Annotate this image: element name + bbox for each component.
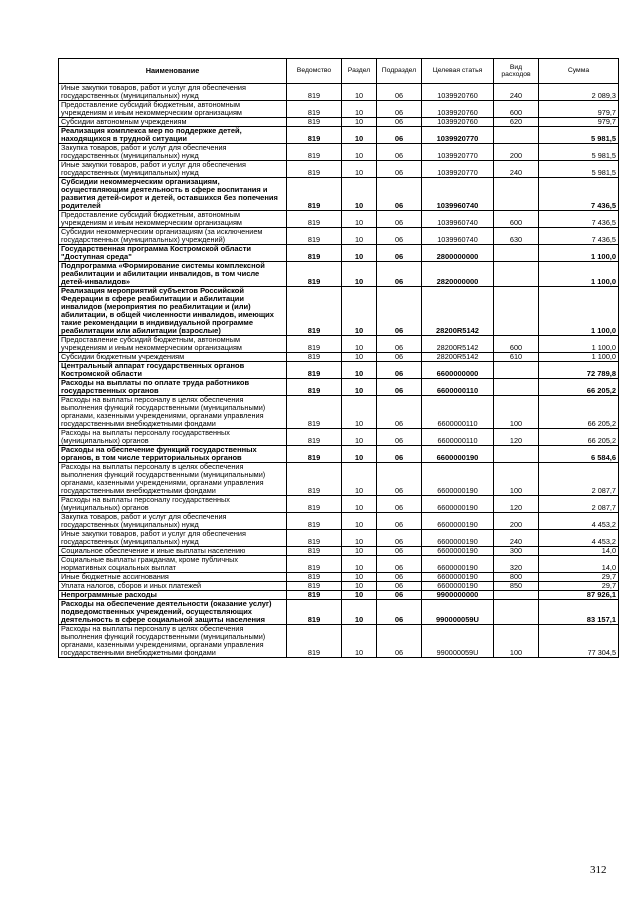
header-type: Вид расходов xyxy=(494,59,539,84)
table-row xyxy=(59,446,619,463)
cell-target: 6600000190 xyxy=(422,556,494,573)
cell-dept: 819 xyxy=(287,573,342,582)
cell-name: Расходы на выплаты персоналу в целях обеспечения выполнения функций государственными (муниципальными) органами, казенными учреждениями, органами управления государственными внебюджетными фондами xyxy=(59,625,287,658)
cell-section: 10 xyxy=(342,245,377,262)
table-row xyxy=(59,336,619,353)
cell-name: Закупка товаров, работ и услуг для обеспечения государственных (муниципальных) нужд xyxy=(59,144,287,161)
cell-subsection: 06 xyxy=(377,556,422,573)
cell-section: 10 xyxy=(342,127,377,144)
cell-subsection: 06 xyxy=(377,591,422,600)
cell-type xyxy=(494,379,539,396)
cell-target: 6600000190 xyxy=(422,582,494,591)
cell-sum: 1 100,0 xyxy=(539,336,619,353)
table-row xyxy=(59,178,619,211)
cell-sum: 5 981,5 xyxy=(539,161,619,178)
cell-type: 200 xyxy=(494,144,539,161)
cell-subsection: 06 xyxy=(377,127,422,144)
cell-name: Расходы на выплаты персоналу в целях обеспечения выполнения функций государственными (муниципальными) органами, казенными учреждениями, органами управления государственными внебюджетными фондами xyxy=(59,396,287,429)
cell-sum: 14,0 xyxy=(539,556,619,573)
cell-name: Непрограммные расходы xyxy=(59,591,287,600)
cell-target: 990000059U xyxy=(422,625,494,658)
cell-name: Расходы на обеспечение деятельности (оказание услуг) подведомственных учреждений, осуществляющих деятельность в сфере социальной защиты населения xyxy=(59,600,287,625)
cell-name: Социальные выплаты гражданам, кроме публичных нормативных социальных выплат xyxy=(59,556,287,573)
table-header-row xyxy=(59,59,619,84)
cell-type: 600 xyxy=(494,101,539,118)
cell-target: 6600000190 xyxy=(422,496,494,513)
cell-target: 6600000110 xyxy=(422,379,494,396)
cell-type xyxy=(494,127,539,144)
cell-target: 6600000110 xyxy=(422,396,494,429)
cell-type xyxy=(494,362,539,379)
cell-section: 10 xyxy=(342,463,377,496)
table-row xyxy=(59,228,619,245)
table-row xyxy=(59,513,619,530)
cell-section: 10 xyxy=(342,178,377,211)
cell-sum: 1 100,0 xyxy=(539,353,619,362)
cell-section: 10 xyxy=(342,287,377,336)
cell-dept: 819 xyxy=(287,228,342,245)
cell-type: 620 xyxy=(494,118,539,127)
table-row xyxy=(59,287,619,336)
cell-type: 300 xyxy=(494,547,539,556)
cell-type xyxy=(494,287,539,336)
cell-name: Уплата налогов, сборов и иных платежей xyxy=(59,582,287,591)
cell-sum: 72 789,8 xyxy=(539,362,619,379)
cell-dept: 819 xyxy=(287,211,342,228)
cell-target: 1039960740 xyxy=(422,178,494,211)
cell-type: 240 xyxy=(494,84,539,101)
cell-subsection: 06 xyxy=(377,245,422,262)
cell-target: 990000059U xyxy=(422,600,494,625)
table-row xyxy=(59,600,619,625)
cell-target: 1039960740 xyxy=(422,228,494,245)
cell-sum: 5 981,5 xyxy=(539,127,619,144)
cell-subsection: 06 xyxy=(377,429,422,446)
cell-dept: 819 xyxy=(287,336,342,353)
header-target: Целевая статья xyxy=(422,59,494,84)
cell-subsection: 06 xyxy=(377,118,422,127)
cell-section: 10 xyxy=(342,496,377,513)
cell-sum: 77 304,5 xyxy=(539,625,619,658)
cell-target: 2820000000 xyxy=(422,262,494,287)
cell-sum: 7 436,5 xyxy=(539,228,619,245)
cell-subsection: 06 xyxy=(377,211,422,228)
cell-target: 6600000190 xyxy=(422,463,494,496)
cell-subsection: 06 xyxy=(377,573,422,582)
cell-sum: 1 100,0 xyxy=(539,287,619,336)
table-row xyxy=(59,127,619,144)
cell-type: 240 xyxy=(494,530,539,547)
cell-section: 10 xyxy=(342,547,377,556)
table-row xyxy=(59,396,619,429)
cell-target: 1039920760 xyxy=(422,84,494,101)
cell-name: Предоставление субсидий бюджетным, автономным учреждениям и иным некоммерческим организациям xyxy=(59,211,287,228)
table-row xyxy=(59,530,619,547)
cell-sum: 5 981,5 xyxy=(539,144,619,161)
cell-section: 10 xyxy=(342,446,377,463)
cell-dept: 819 xyxy=(287,396,342,429)
cell-type xyxy=(494,245,539,262)
cell-type: 120 xyxy=(494,496,539,513)
cell-type: 600 xyxy=(494,211,539,228)
cell-dept: 819 xyxy=(287,513,342,530)
header-dept: Ведомство xyxy=(287,59,342,84)
table-row xyxy=(59,429,619,446)
cell-dept: 819 xyxy=(287,591,342,600)
cell-type xyxy=(494,262,539,287)
table-row xyxy=(59,573,619,582)
cell-type xyxy=(494,446,539,463)
cell-subsection: 06 xyxy=(377,287,422,336)
cell-subsection: 06 xyxy=(377,262,422,287)
cell-name: Субсидии некоммерческим организациям, осуществляющим деятельность в сфере воспитания и развития детей-сирот и детей, оставшихся без попечения родителей xyxy=(59,178,287,211)
cell-subsection: 06 xyxy=(377,228,422,245)
cell-target: 28200R5142 xyxy=(422,353,494,362)
cell-dept: 819 xyxy=(287,362,342,379)
cell-section: 10 xyxy=(342,161,377,178)
page-number: 312 xyxy=(590,864,607,876)
cell-dept: 819 xyxy=(287,144,342,161)
cell-dept: 819 xyxy=(287,556,342,573)
table-row xyxy=(59,161,619,178)
cell-type: 240 xyxy=(494,161,539,178)
cell-section: 10 xyxy=(342,625,377,658)
table-row xyxy=(59,353,619,362)
cell-subsection: 06 xyxy=(377,396,422,429)
cell-type: 850 xyxy=(494,582,539,591)
cell-subsection: 06 xyxy=(377,84,422,101)
budget-table xyxy=(58,58,619,658)
cell-target: 6600000190 xyxy=(422,547,494,556)
cell-sum: 29,7 xyxy=(539,573,619,582)
cell-sum: 83 157,1 xyxy=(539,600,619,625)
cell-sum: 2 087,7 xyxy=(539,496,619,513)
cell-section: 10 xyxy=(342,530,377,547)
table-row xyxy=(59,463,619,496)
table-row xyxy=(59,591,619,600)
cell-section: 10 xyxy=(342,353,377,362)
cell-section: 10 xyxy=(342,429,377,446)
cell-section: 10 xyxy=(342,101,377,118)
cell-section: 10 xyxy=(342,228,377,245)
cell-type: 100 xyxy=(494,625,539,658)
budget-table-sheet xyxy=(58,58,618,658)
cell-type: 600 xyxy=(494,336,539,353)
cell-type: 320 xyxy=(494,556,539,573)
cell-type: 200 xyxy=(494,513,539,530)
cell-dept: 819 xyxy=(287,463,342,496)
cell-name: Закупка товаров, работ и услуг для обеспечения государственных (муниципальных) нужд xyxy=(59,513,287,530)
cell-dept: 819 xyxy=(287,353,342,362)
cell-section: 10 xyxy=(342,262,377,287)
table-row xyxy=(59,144,619,161)
cell-dept: 819 xyxy=(287,84,342,101)
cell-name: Предоставление субсидий бюджетным, автономным учреждениям и иным некоммерческим организациям xyxy=(59,336,287,353)
cell-dept: 819 xyxy=(287,161,342,178)
cell-target: 6600000000 xyxy=(422,362,494,379)
cell-subsection: 06 xyxy=(377,530,422,547)
cell-section: 10 xyxy=(342,144,377,161)
cell-section: 10 xyxy=(342,396,377,429)
table-row xyxy=(59,496,619,513)
cell-type: 800 xyxy=(494,573,539,582)
table-body xyxy=(59,84,619,658)
cell-section: 10 xyxy=(342,336,377,353)
cell-subsection: 06 xyxy=(377,547,422,556)
header-sum: Сумма xyxy=(539,59,619,84)
cell-subsection: 06 xyxy=(377,161,422,178)
cell-target: 2800000000 xyxy=(422,245,494,262)
cell-name: Расходы на выплаты персоналу государственных (муниципальных) органов xyxy=(59,429,287,446)
cell-sum: 1 100,0 xyxy=(539,245,619,262)
cell-subsection: 06 xyxy=(377,379,422,396)
cell-sum: 66 205,2 xyxy=(539,396,619,429)
cell-subsection: 06 xyxy=(377,336,422,353)
cell-sum: 1 100,0 xyxy=(539,262,619,287)
cell-dept: 819 xyxy=(287,127,342,144)
cell-name: Центральный аппарат государственных органов Костромской области xyxy=(59,362,287,379)
cell-dept: 819 xyxy=(287,262,342,287)
cell-dept: 819 xyxy=(287,625,342,658)
cell-dept: 819 xyxy=(287,287,342,336)
table-row xyxy=(59,245,619,262)
cell-type: 120 xyxy=(494,429,539,446)
cell-subsection: 06 xyxy=(377,446,422,463)
cell-subsection: 06 xyxy=(377,353,422,362)
cell-name: Иные закупки товаров, работ и услуг для обеспечения государственных (муниципальных) нужд xyxy=(59,161,287,178)
cell-sum: 2 089,3 xyxy=(539,84,619,101)
cell-section: 10 xyxy=(342,591,377,600)
cell-dept: 819 xyxy=(287,446,342,463)
table-row xyxy=(59,84,619,101)
cell-section: 10 xyxy=(342,513,377,530)
cell-section: 10 xyxy=(342,84,377,101)
table-row xyxy=(59,101,619,118)
cell-dept: 819 xyxy=(287,101,342,118)
cell-section: 10 xyxy=(342,573,377,582)
cell-type: 100 xyxy=(494,463,539,496)
cell-name: Расходы на обеспечение функций государственных органов, в том числе территориальных органов xyxy=(59,446,287,463)
cell-target: 6600000110 xyxy=(422,429,494,446)
cell-dept: 819 xyxy=(287,379,342,396)
cell-dept: 819 xyxy=(287,600,342,625)
cell-section: 10 xyxy=(342,362,377,379)
cell-section: 10 xyxy=(342,379,377,396)
cell-subsection: 06 xyxy=(377,144,422,161)
cell-type xyxy=(494,591,539,600)
cell-target: 6600000190 xyxy=(422,513,494,530)
cell-name: Реализация мероприятий субъектов Российской Федерации в сфере реабилитации и абилитации инвалидов (мероприятия по реабилитации и (или) абилитации, в общей численности инвалидов, имеющих такие рекомендации в индивидуальной программе реабилитации или абилитации (взрослые) xyxy=(59,287,287,336)
cell-subsection: 06 xyxy=(377,496,422,513)
cell-dept: 819 xyxy=(287,178,342,211)
table-row xyxy=(59,556,619,573)
cell-subsection: 06 xyxy=(377,362,422,379)
cell-name: Расходы на выплаты персоналу государственных (муниципальных) органов xyxy=(59,496,287,513)
cell-name: Иные закупки товаров, работ и услуг для обеспечения государственных (муниципальных) нужд xyxy=(59,530,287,547)
cell-type xyxy=(494,178,539,211)
table-row xyxy=(59,362,619,379)
cell-subsection: 06 xyxy=(377,101,422,118)
table-row xyxy=(59,118,619,127)
cell-sum: 14,0 xyxy=(539,547,619,556)
cell-name: Подпрограмма «Формирование системы комплексной реабилитации и абилитации инвалидов, в том числе детей-инвалидов» xyxy=(59,262,287,287)
cell-name: Реализация комплекса мер по поддержке детей, находящихся в трудной ситуации xyxy=(59,127,287,144)
cell-section: 10 xyxy=(342,582,377,591)
cell-target: 6600000190 xyxy=(422,446,494,463)
cell-target: 1039920770 xyxy=(422,161,494,178)
cell-target: 28200R5142 xyxy=(422,336,494,353)
cell-subsection: 06 xyxy=(377,600,422,625)
cell-subsection: 06 xyxy=(377,463,422,496)
cell-type: 100 xyxy=(494,396,539,429)
cell-sum: 979,7 xyxy=(539,101,619,118)
cell-dept: 819 xyxy=(287,429,342,446)
cell-target: 6600000190 xyxy=(422,573,494,582)
cell-type xyxy=(494,600,539,625)
cell-dept: 819 xyxy=(287,547,342,556)
cell-dept: 819 xyxy=(287,496,342,513)
cell-target: 1039920770 xyxy=(422,127,494,144)
cell-name: Субсидии некоммерческим организациям (за исключением государственных (муниципальных) учреждений) xyxy=(59,228,287,245)
cell-name: Предоставление субсидий бюджетным, автономным учреждениям и иным некоммерческим организациям xyxy=(59,101,287,118)
cell-dept: 819 xyxy=(287,530,342,547)
cell-sum: 6 584,6 xyxy=(539,446,619,463)
cell-target: 1039920760 xyxy=(422,101,494,118)
cell-sum: 66 205,2 xyxy=(539,379,619,396)
cell-target: 1039920760 xyxy=(422,118,494,127)
cell-type: 610 xyxy=(494,353,539,362)
cell-sum: 29,7 xyxy=(539,582,619,591)
table-row xyxy=(59,582,619,591)
cell-section: 10 xyxy=(342,118,377,127)
cell-target: 9900000000 xyxy=(422,591,494,600)
cell-sum: 87 926,1 xyxy=(539,591,619,600)
cell-subsection: 06 xyxy=(377,178,422,211)
cell-name: Субсидии бюджетным учреждениям xyxy=(59,353,287,362)
cell-name: Иные закупки товаров, работ и услуг для обеспечения государственных (муниципальных) нужд xyxy=(59,84,287,101)
cell-sum: 66 205,2 xyxy=(539,429,619,446)
header-subsection: Подраздел xyxy=(377,59,422,84)
cell-target: 1039920770 xyxy=(422,144,494,161)
cell-name: Социальное обеспечение и иные выплаты населению xyxy=(59,547,287,556)
cell-target: 1039960740 xyxy=(422,211,494,228)
cell-type: 630 xyxy=(494,228,539,245)
cell-dept: 819 xyxy=(287,245,342,262)
cell-sum: 4 453,2 xyxy=(539,530,619,547)
cell-section: 10 xyxy=(342,600,377,625)
header-section: Раздел xyxy=(342,59,377,84)
cell-dept: 819 xyxy=(287,582,342,591)
cell-name: Расходы на выплаты персоналу в целях обеспечения выполнения функций государственными (муниципальными) органами, казенными учреждениями, органами управления государственными внебюджетными фондами xyxy=(59,463,287,496)
cell-sum: 4 453,2 xyxy=(539,513,619,530)
cell-target: 6600000190 xyxy=(422,530,494,547)
cell-target: 28200R5142 xyxy=(422,287,494,336)
cell-section: 10 xyxy=(342,556,377,573)
cell-name: Субсидии автономным учреждениям xyxy=(59,118,287,127)
table-row xyxy=(59,625,619,658)
cell-section: 10 xyxy=(342,211,377,228)
cell-sum: 7 436,5 xyxy=(539,178,619,211)
table-row xyxy=(59,262,619,287)
cell-subsection: 06 xyxy=(377,582,422,591)
cell-subsection: 06 xyxy=(377,513,422,530)
cell-sum: 979,7 xyxy=(539,118,619,127)
table-row xyxy=(59,379,619,396)
cell-dept: 819 xyxy=(287,118,342,127)
cell-name: Иные бюджетные ассигнования xyxy=(59,573,287,582)
header-name: Наименование xyxy=(59,59,287,84)
table-row xyxy=(59,211,619,228)
cell-subsection: 06 xyxy=(377,625,422,658)
cell-name: Государственная программа Костромской области "Доступная среда" xyxy=(59,245,287,262)
cell-sum: 7 436,5 xyxy=(539,211,619,228)
cell-sum: 2 087,7 xyxy=(539,463,619,496)
cell-name: Расходы на выплаты по оплате труда работников государственных органов xyxy=(59,379,287,396)
table-row xyxy=(59,547,619,556)
